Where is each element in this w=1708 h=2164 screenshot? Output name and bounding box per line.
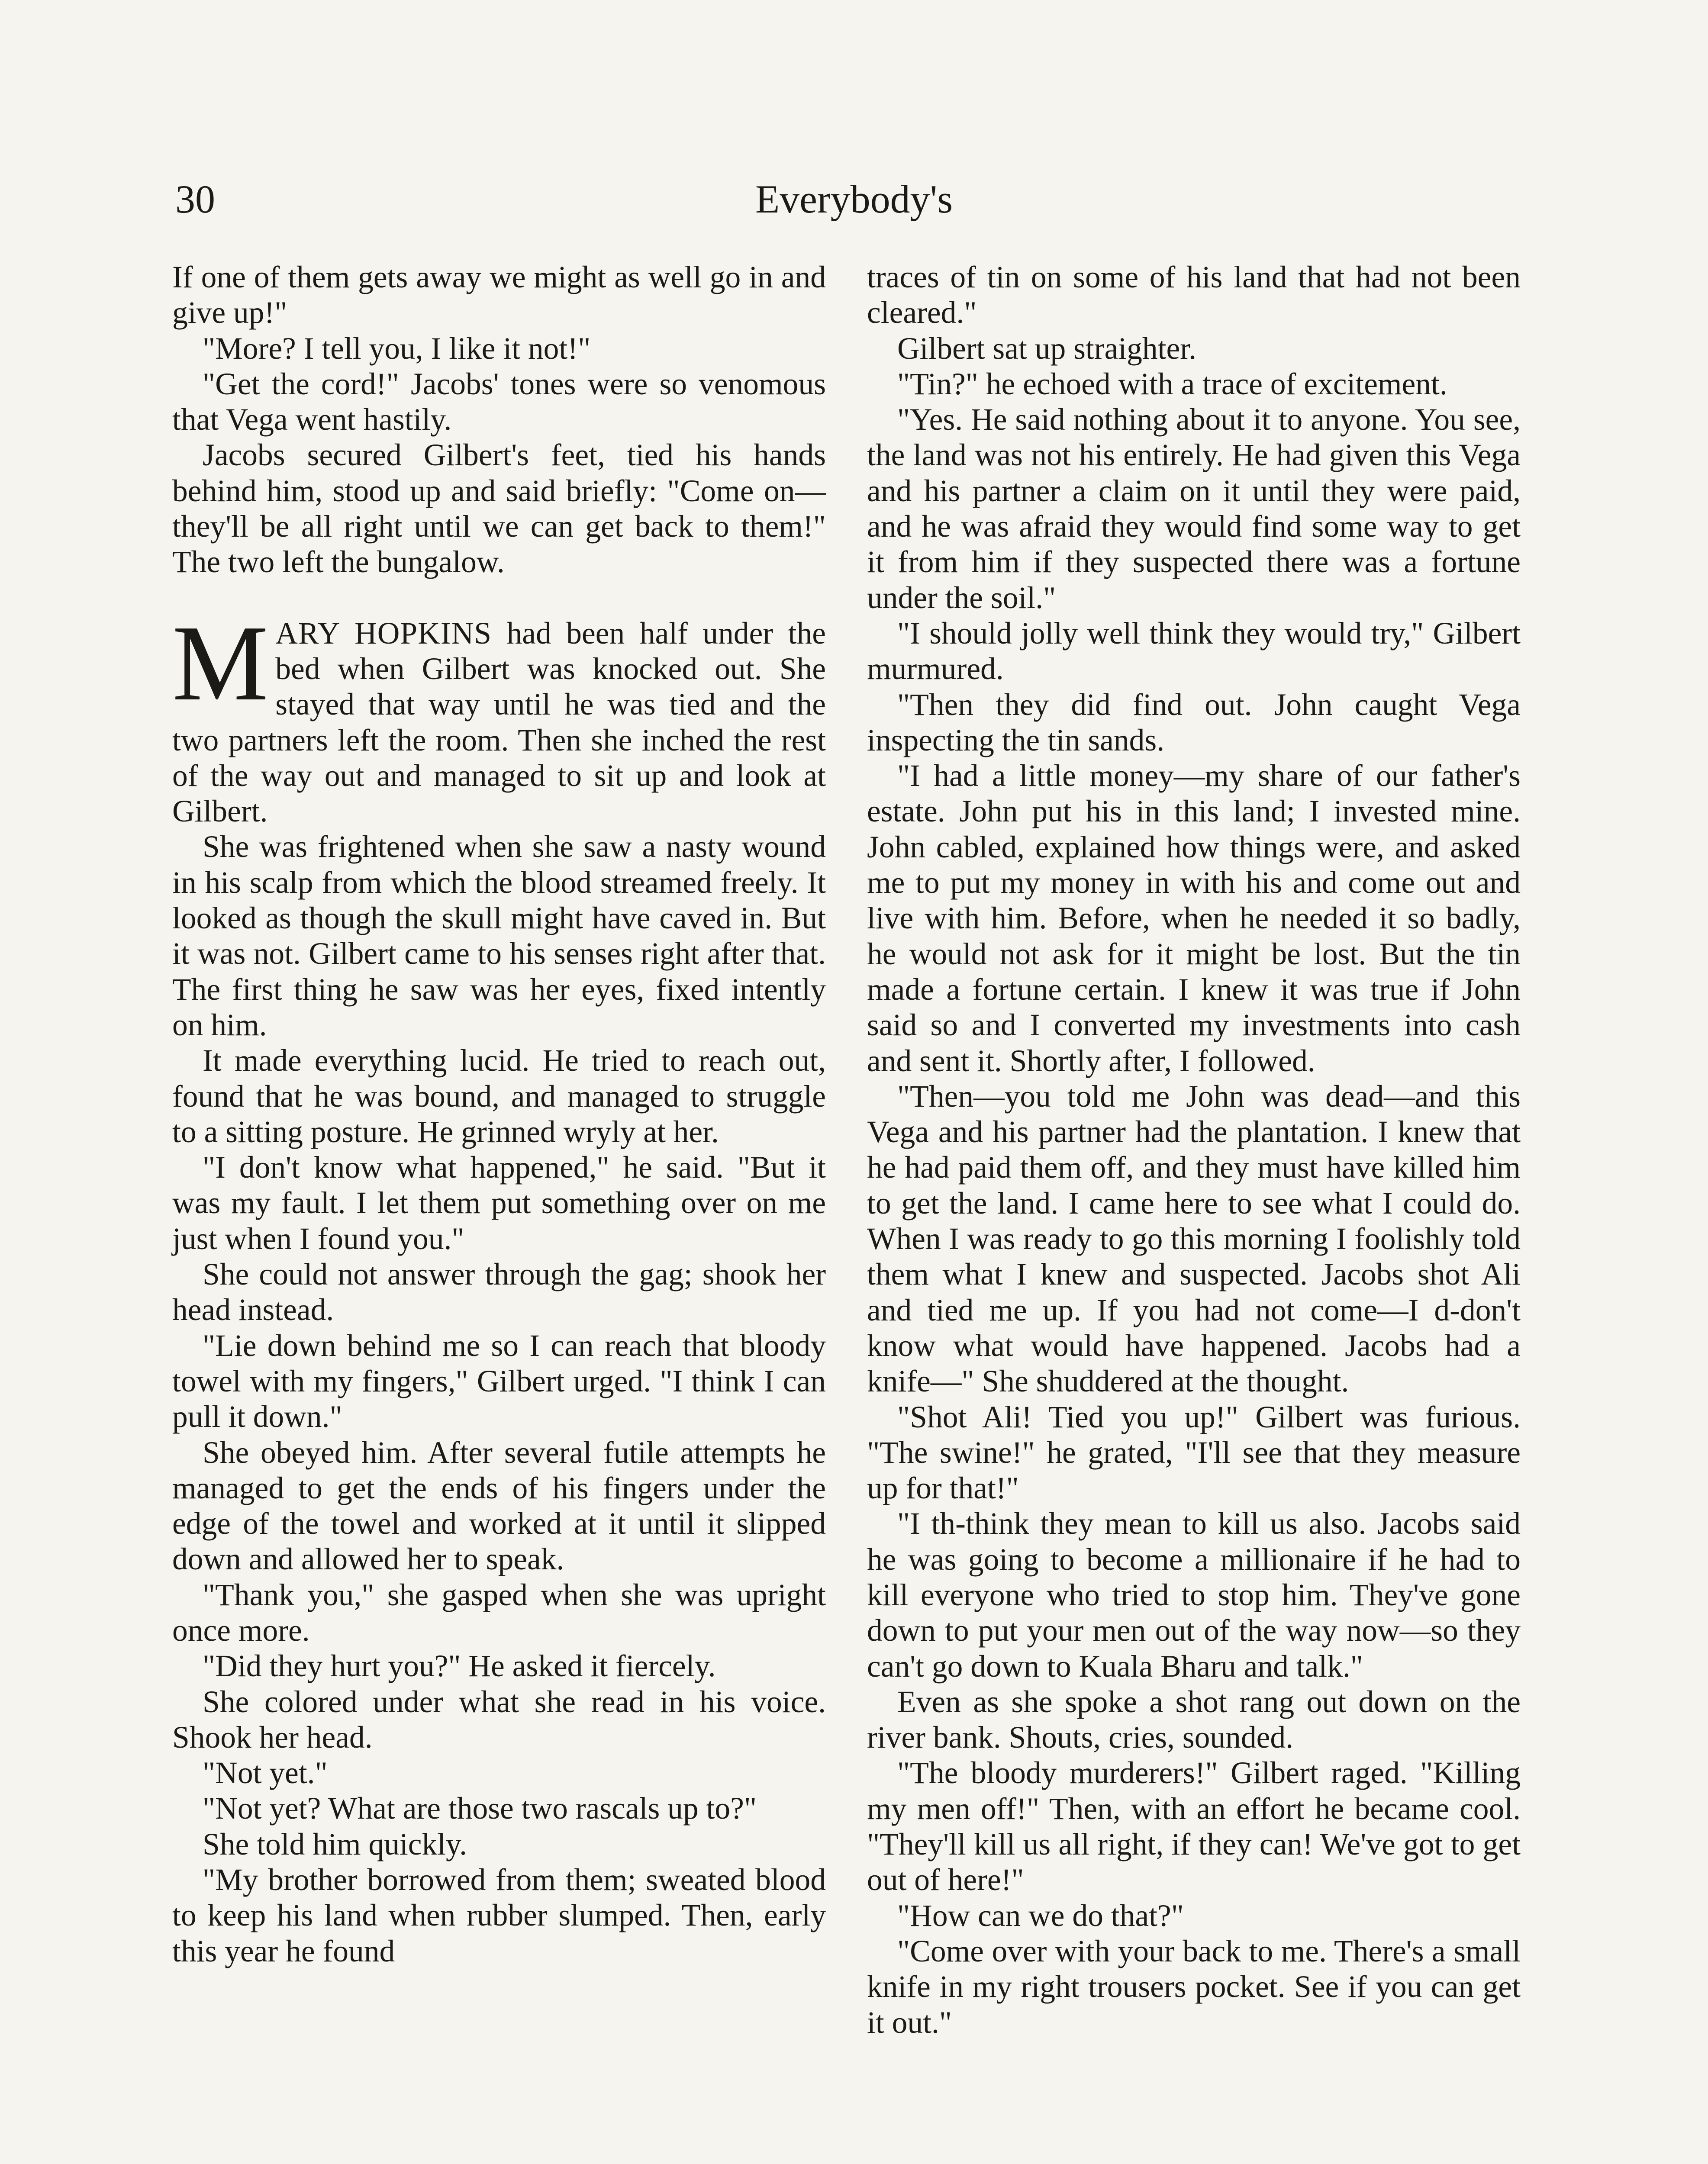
paragraph: "My brother borrowed from them; sweated blood to keep his land when rubber slumped. Then, early this year he found <box>172 1863 826 1968</box>
paragraph: She colored under what she read in his voice. Shook her head. <box>172 1684 826 1755</box>
drop-cap: M <box>172 603 269 723</box>
paragraph: "Thank you," she gasped when she was upright once more. <box>172 1578 826 1648</box>
paragraph: "How can we do that?" <box>897 1898 1184 1933</box>
paragraph: "Then they did find out. John caught Vega inspecting the tin sands. <box>867 687 1521 757</box>
paragraph: "I should jolly well think they would try," Gilbert murmured. <box>867 616 1521 686</box>
paragraph: "Come over with your back to me. There's a small knife in my right trousers pocket. See if you can get it out." <box>867 1934 1521 2040</box>
paragraph: "Did they hurt you?" He asked it fiercely. <box>203 1649 716 1684</box>
paragraph: "The bloody murderers!" Gilbert raged. "Killing my men off!" Then, with an effort he became cool. "They'll kill us all right, if they can! We've got to get out of here!" <box>867 1756 1521 1897</box>
paragraph: She obeyed him. After several futile attempts he managed to get the ends of his fingers under the edge of the towel and worked at it until it slipped down and allowed her to speak. <box>172 1435 826 1577</box>
paragraph: "I had a little money—my share of our father's estate. John put his in this land; I invested mine. John cabled, explained how things were, and asked me to put my money in with his and come out and live with him. Before, when he needed it so badly, he would not ask for it might be lost. But the tin made a fortune certain. I knew it was true if John said so and I converted my investments into cash and sent it. Shortly after, I followed. <box>867 759 1521 1078</box>
paragraph: "Tin?" he echoed with a trace of excitement. <box>897 367 1447 401</box>
running-head: Everybody's <box>755 177 953 221</box>
paragraph: If one of them gets away we might as well go in and give up!" <box>172 260 826 330</box>
paragraph: "Lie down behind me so I can reach that bloody towel with my fingers," Gilbert urged. "I think I can pull it down." <box>172 1328 826 1434</box>
section-break <box>172 580 826 616</box>
small-caps-lead: ARY HOPKINS <box>275 616 492 650</box>
paragraph: It made everything lucid. He tried to reach out, found that he was bound, and managed to struggle to a sitting posture. He grinned wryly at her. <box>172 1043 826 1149</box>
paragraph-text: had been half under the bed when Gilbert was knocked out. She stayed that way until he was tied and the two partners left the room. Then she inched the rest of the way out and managed to sit up and look at Gilbert. <box>172 616 826 829</box>
left-column <box>172 260 826 1969</box>
paragraph: Gilbert sat up straighter. <box>897 331 1197 366</box>
paragraph: "Then—you told me John was dead—and this Vega and his partner had the plantation. I knew that he had paid them off, and they must have killed him to get the land. I came here to see what I could do. When I was ready to go this morning I foolishly told them what I knew and suspected. Jacobs shot Ali and tied me up. If you had not come—I d-don't know what would have happened. Jacobs had a knife—" She shuddered at the thought. <box>867 1079 1521 1399</box>
paragraph: Even as she spoke a shot rang out down on the river bank. Shouts, cries, sounded. <box>867 1684 1521 1755</box>
paragraph: "Get the cord!" Jacobs' tones were so venomous that Vega went hastily. <box>172 367 826 437</box>
page-number: 30 <box>175 177 215 221</box>
paragraph: She was frightened when she saw a nasty wound in his scalp from which the blood streamed freely. It looked as though the skull might have caved in. But it was not. Gilbert came to his senses right after that. The first thing he saw was her eyes, fixed intently on him. <box>172 830 826 1042</box>
paragraph: "Not yet? What are those two rascals up to?" <box>203 1791 757 1826</box>
paragraph: "Shot Ali! Tied you up!" Gilbert was furious. "The swine!" he grated, "I'll see that they measure up for that!" <box>867 1400 1521 1506</box>
paragraph: She could not answer through the gag; shook her head instead. <box>172 1257 826 1327</box>
paragraph: "More? I tell you, I like it not!" <box>203 331 591 366</box>
paragraph: traces of tin on some of his land that had not been cleared." <box>867 260 1521 330</box>
paragraph: She told him quickly. <box>203 1827 467 1861</box>
paragraph: "Yes. He said nothing about it to anyone. You see, the land was not his entirely. He had given this Vega and his partner a claim on it until they were paid, and he was afraid they would find some way to get it from him if they suspected there was a fortune under the soil." <box>867 403 1521 615</box>
paragraph: "I th-think they mean to kill us also. Jacobs said he was going to become a millionaire if he had to kill everyone who tried to stop him. They've gone down to put your men out of the way now—so they can't go down to Kuala Bharu and talk." <box>867 1507 1521 1684</box>
paragraph: Jacobs secured Gilbert's feet, tied his hands behind him, stood up and said briefly: "Come on—they'll be all right until we can get back to them!" The two left the bungalow. <box>172 438 826 580</box>
section-opening-paragraph <box>172 603 826 830</box>
page-header <box>0 175 1708 223</box>
paragraph: "Not yet." <box>203 1756 328 1790</box>
right-column <box>867 260 1521 2041</box>
paragraph: "I don't know what happened," he said. "But it was my fault. I let them put something over on me just when I found you." <box>172 1150 826 1256</box>
